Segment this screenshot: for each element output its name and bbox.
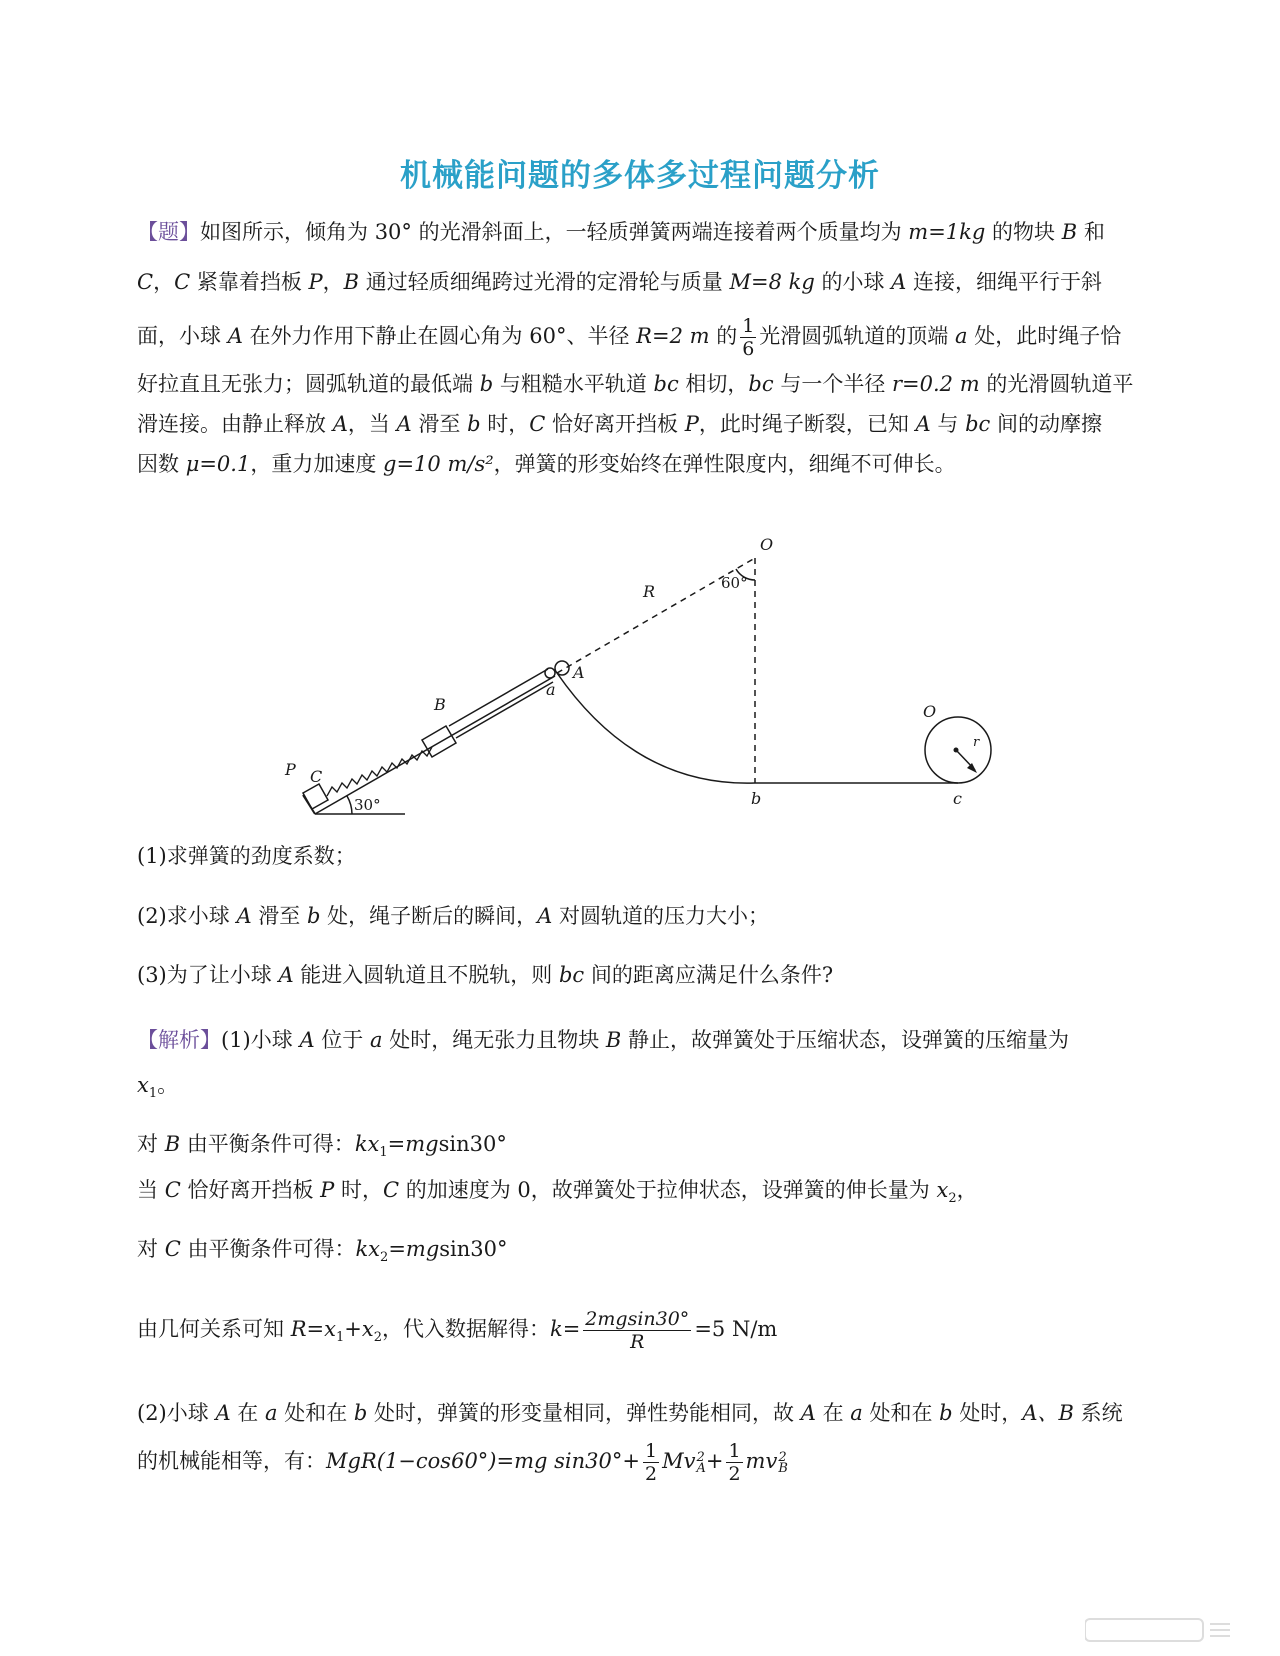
question-2: (2)求小球 A 滑至 b 处，绳子断后的瞬间，A 对圆轨道的压力大小； — [137, 904, 769, 928]
page-title: 机械能问题的多体多过程问题分析 — [400, 158, 880, 194]
problem-line-4: 好拉直且无张力；圆弧轨道的最低端 b 与粗糙水平轨道 bc 相切，bc 与一个半径 r=0.2 m 的光滑圆轨道平 — [137, 372, 1134, 396]
problem-line-1: 【题】如图所示，倾角为 30° 的光滑斜面上，一轻质弹簧两端连接着两个质量均为 m=1kg 的物块 B 和 — [137, 220, 1105, 244]
rope-lower — [456, 682, 553, 738]
question-3: (3)为了让小球 A 能进入圆轨道且不脱轨，则 bc 间的距离应满足什么条件? — [137, 963, 834, 987]
solution-line-6: 由几何关系可知 $R=x_1+x_2$，代入数据解得：k= $\frac{2mgsin30^\circ}{R}$ =5 N/m — [137, 1308, 778, 1353]
arc-track — [557, 673, 755, 783]
solution-line-3: 对 B 由平衡条件可得：$kx_1=mgsin30^\circ$ — [137, 1132, 507, 1161]
circle-center-dot — [954, 748, 959, 753]
footer-menu-icon — [1085, 1615, 1235, 1645]
label-angle-30: 30° — [354, 796, 381, 814]
label-a: a — [546, 680, 556, 699]
solution-line-4: 当 C 恰好离开挡板 P 时，C 的加速度为 0，故弹簧处于拉伸状态，设弹簧的伸长量为 $x_2$， — [137, 1178, 978, 1207]
pulley — [545, 668, 555, 678]
problem-line-2: C，C 紧靠着挡板 P，B 通过轻质细绳跨过光滑的定滑轮与质量 M=8 kg 的小球 A 连接，细绳平行于斜 — [137, 270, 1103, 294]
spring — [327, 747, 432, 796]
radius-arrowhead — [967, 763, 977, 773]
block-C — [303, 784, 328, 809]
physics-diagram — [0, 520, 1280, 840]
label-C: C — [310, 767, 323, 786]
solution-line-8: 的机械能相等，有：MgR(1−cos60°)=mg sin30°+ $\frac{1}{2}$ Mv 2 A + $\frac{1}{2}$ mv 2 B — [137, 1440, 788, 1485]
label-angle-60: 60° — [721, 574, 748, 592]
label-P: P — [285, 760, 296, 779]
label-R: R — [643, 582, 656, 601]
label-b: b — [751, 789, 762, 808]
solution-tag: 【解析】 — [137, 1028, 221, 1052]
solution-line-2: $x_1$。 — [137, 1073, 179, 1102]
label-A: A — [573, 663, 585, 682]
label-c: c — [953, 789, 962, 808]
label-O2: O — [923, 702, 937, 721]
solution-line-7: (2)小球 A 在 a 处和在 b 处时，弹簧的形变量相同，弹性势能相同，故 A 在 a 处和在 b 处时，A、B 系统 — [137, 1401, 1123, 1425]
question-1: (1)求弹簧的劲度系数； — [137, 844, 356, 868]
problem-line-6: 因数 μ=0.1，重力加速度 g=10 m/s²，弹簧的形变始终在弹性限度内，细绳不可伸长。 — [137, 452, 956, 476]
label-O: O — [760, 535, 774, 554]
label-r: r — [973, 735, 980, 750]
fraction-one-sixth: $\frac{1}{6}$ — [742, 315, 755, 360]
fraction-half-2: $\frac{1}{2}$ — [728, 1440, 741, 1485]
fraction-k: $\frac{2mgsin30^\circ}{R}$ — [585, 1308, 690, 1353]
solution-line-1: 【解析】(1)小球 A 位于 a 处时，绳无张力且物块 B 静止，故弹簧处于压缩状态，设弹簧的压缩量为 — [137, 1028, 1070, 1052]
problem-line-3: 面，小球 A 在外力作用下静止在圆心角为 60°、半径 R=2 m 的 $\frac{1}{6}$ 光滑圆弧轨道的顶端 a 处，此时绳子恰 — [137, 315, 1122, 360]
problem-line-5: 滑连接。由静止释放 A，当 A 滑至 b 时，C 恰好离开挡板 P，此时绳子断裂，已知 A 与 bc 间的动摩擦 — [137, 412, 1102, 436]
block-B — [422, 726, 456, 757]
fraction-half-1: $\frac{1}{2}$ — [644, 1440, 658, 1485]
problem-tag: 【题】 — [137, 220, 200, 244]
label-B: B — [434, 695, 446, 714]
solution-line-5: 对 C 由平衡条件可得：$kx_2=mgsin30^\circ$ — [137, 1237, 508, 1266]
rope-upper — [449, 669, 548, 726]
angle-30-arc — [347, 796, 352, 814]
